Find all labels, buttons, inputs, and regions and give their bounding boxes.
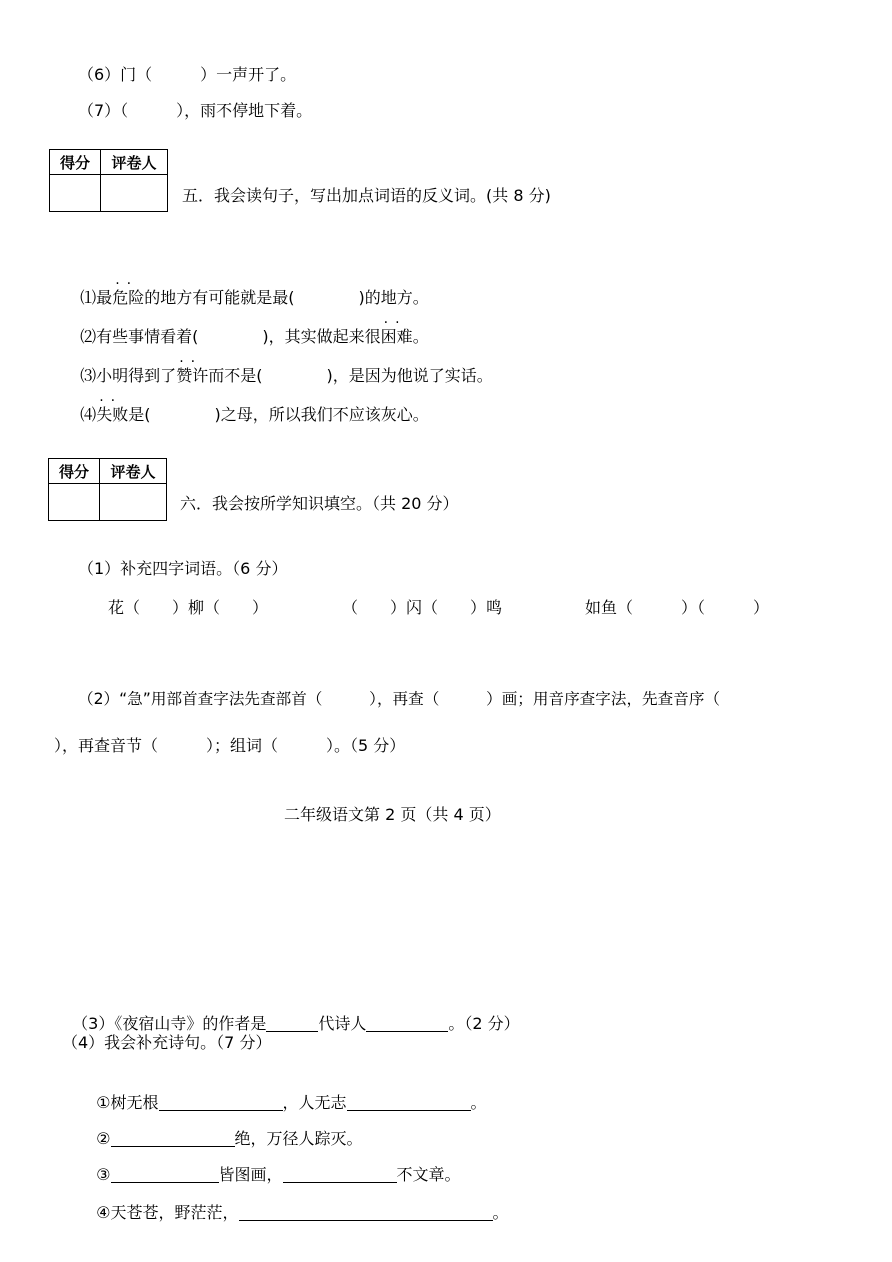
emphasized-word: · · 困难 [381,326,413,348]
grader-label: 评卷人 [100,459,167,484]
grader-cell[interactable] [100,484,167,521]
poem-line-2: ② 绝，万径人踪灭。 [96,1129,363,1148]
blank-line[interactable] [239,1202,493,1221]
idiom-c: 如鱼（ ）（ ） [585,598,770,617]
item-7: （7）（ ），雨不停地下着。 [78,101,313,120]
blank-dynasty[interactable] [266,1013,318,1032]
sentence-4: ⑷· · 失败是( )之母，所以我们不应该灰心。 [70,382,429,426]
section5-heading: 五．我会读句子，写出加点词语的反义词。(共 8 分) [182,186,551,205]
q2-line2: ），再查音节（ ）；组词（ ）。（5 分） [54,736,406,755]
grader-cell[interactable] [101,175,168,212]
score-box [49,149,168,212]
poem-line-4: ④天苍苍，野茫茫， 。 [96,1203,509,1222]
score-box [48,458,167,521]
score-label: 得分 [49,459,100,484]
idiom-b: （ ）闪（ ）鸣 [342,598,503,617]
emphasized-word: · · 失败 [96,404,128,426]
q1-title: （1）补充四字词语。（6 分） [78,559,288,578]
q4-title: （4）我会补充诗句。（7 分） [62,1033,272,1052]
emphasized-word: · · 危险 [112,287,144,309]
q2-line1: （2）“急”用部首查字法先查部首（ ），再查（ ）画；用音序查字法，先查音序（ [78,690,721,708]
sentence-3: ⑶小明得到了· · 赞许而不是( )，是因为他说了实话。 [70,343,493,387]
score-cell[interactable] [49,484,100,521]
q3-line: （3）《夜宿山寺》的作者是 代诗人 。（2 分） [72,1014,520,1033]
item-6: （6）门（ ）一声开了。 [78,65,297,84]
emphasized-word: · · 赞许 [176,365,208,387]
blank-line[interactable] [347,1092,471,1111]
sentence-2: ⑵有些事情看着( )，其实做起来很· · 困难。 [70,304,429,348]
section6-heading: 六．我会按所学知识填空。（共 20 分） [180,494,459,513]
grader-label: 评卷人 [101,150,168,175]
page-footer: 二年级语文第 2 页（共 4 页） [284,805,501,824]
blank-poet[interactable] [366,1013,448,1032]
poem-line-3: ③ 皆图画， 不文章。 [96,1165,461,1184]
idiom-a: 花（ ）柳（ ） [108,598,269,617]
score-label: 得分 [50,150,101,175]
sentence-1: ⑴最· · 危险的地方有可能就是最( )的地方。 [70,265,429,309]
poem-line-1: ①树无根 ，人无志 。 [96,1093,487,1112]
score-cell[interactable] [50,175,101,212]
